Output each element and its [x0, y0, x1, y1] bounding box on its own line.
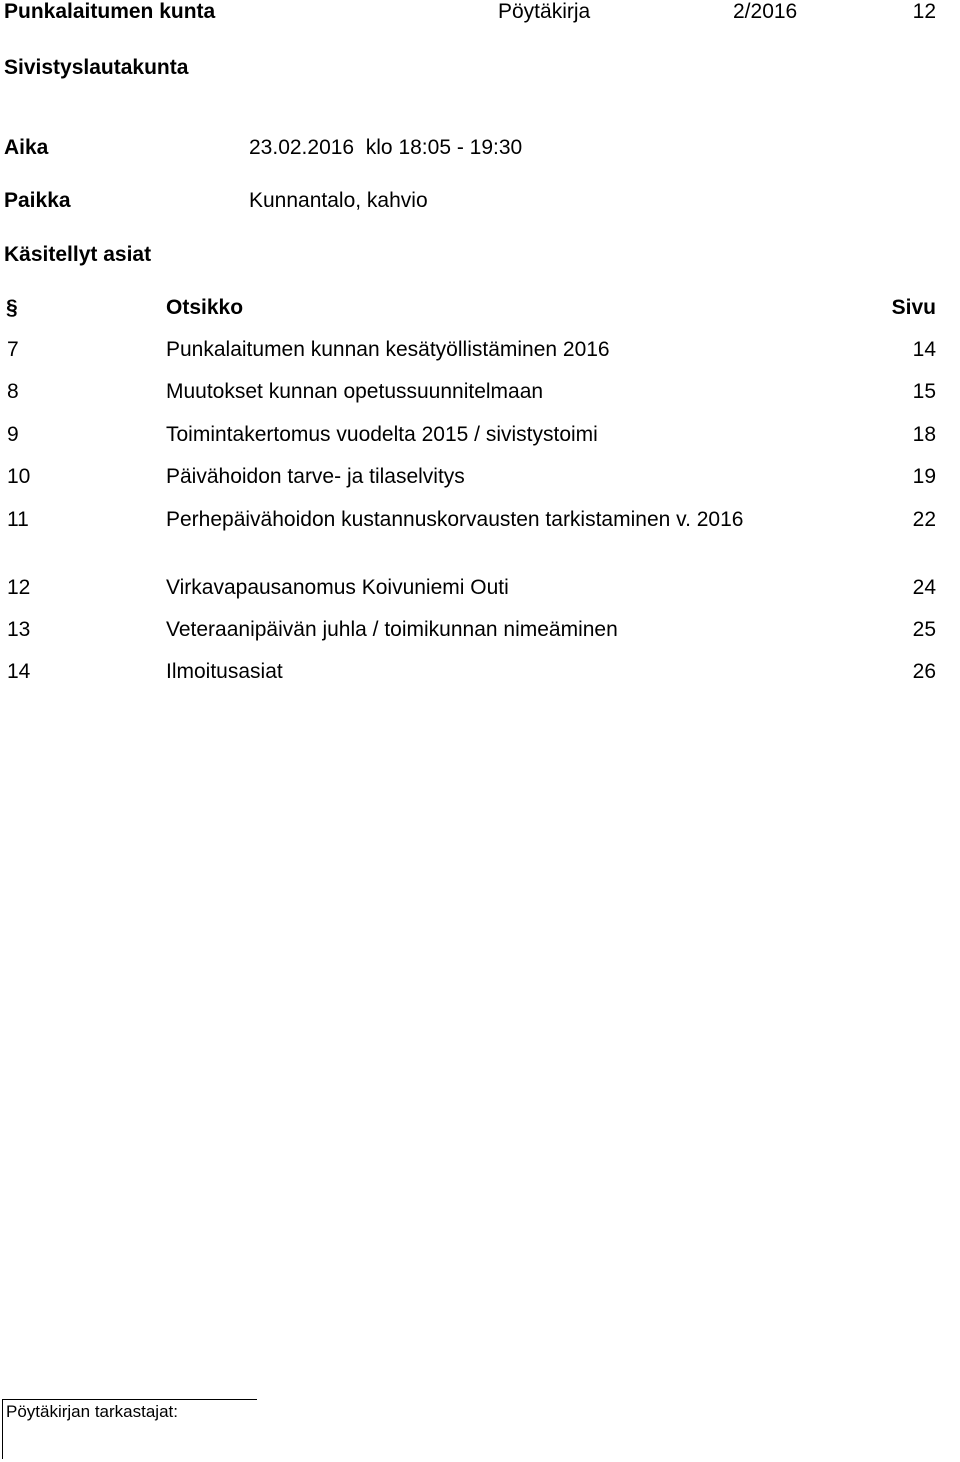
board-name: Sivistyslautakunta	[4, 56, 189, 79]
toc-item-number: 9	[7, 423, 19, 446]
toc-item-number: 14	[7, 660, 31, 683]
toc-item-title: Toimintakertomus vuodelta 2015 / sivistystoimi	[166, 423, 598, 446]
toc-item-title: Punkalaitumen kunnan kesätyöllistäminen 2016	[166, 338, 610, 361]
toc-item-title: Perhepäivähoidon kustannuskorvausten tarkistaminen v. 2016	[166, 508, 744, 531]
toc-item-title: Veteraanipäivän juhla / toimikunnan nimeäminen	[166, 618, 618, 641]
toc-item-number: 13	[7, 618, 31, 641]
items-heading: Käsitellyt asiat	[4, 243, 152, 266]
toc-item-page: 24	[912, 576, 936, 599]
place-value: Kunnantalo, kahvio	[249, 189, 428, 212]
toc-row	[0, 380, 960, 420]
reviewers-label: Pöytäkirjan tarkastajat:	[6, 1402, 178, 1421]
toc-row	[0, 465, 960, 505]
toc-item-page: 26	[912, 660, 936, 683]
footer-rule	[2, 1399, 257, 1400]
place-label: Paikka	[4, 189, 71, 212]
toc-item-page: 25	[912, 618, 936, 641]
toc-item-number: 7	[7, 338, 19, 361]
toc-item-number: 10	[7, 465, 31, 488]
page-number: 12	[912, 0, 936, 23]
toc-item-page: 18	[912, 423, 936, 446]
section-sign-icon: §	[6, 296, 18, 319]
toc-item-page: 22	[912, 508, 936, 531]
footer-box-edge	[2, 1399, 3, 1459]
toc-row	[0, 660, 960, 700]
organization-name: Punkalaitumen kunta	[4, 0, 216, 23]
toc-row	[0, 576, 960, 616]
toc-item-title: Muutokset kunnan opetussuunnitelmaan	[166, 380, 544, 403]
toc-row	[0, 423, 960, 463]
toc-item-page: 14	[912, 338, 936, 361]
toc-column-page: Sivu	[891, 296, 936, 319]
document-number: 2/2016	[733, 0, 798, 23]
toc-item-title: Päivähoidon tarve- ja tilaselvitys	[166, 465, 465, 488]
time-value: 23.02.2016 klo 18:05 - 19:30	[249, 136, 523, 159]
document-type: Pöytäkirja	[498, 0, 591, 23]
toc-column-title: Otsikko	[166, 296, 244, 319]
toc-row	[0, 618, 960, 658]
toc-row	[0, 508, 960, 568]
toc-item-number: 12	[7, 576, 31, 599]
toc-item-page: 15	[912, 380, 936, 403]
toc-item-title: Ilmoitusasiat	[166, 660, 283, 683]
toc-item-page: 19	[912, 465, 936, 488]
time-label: Aika	[4, 136, 49, 159]
toc-item-title: Virkavapausanomus Koivuniemi Outi	[166, 576, 509, 599]
toc-item-number: 8	[7, 380, 19, 403]
toc-item-number: 11	[7, 508, 29, 531]
toc-row	[0, 338, 960, 378]
